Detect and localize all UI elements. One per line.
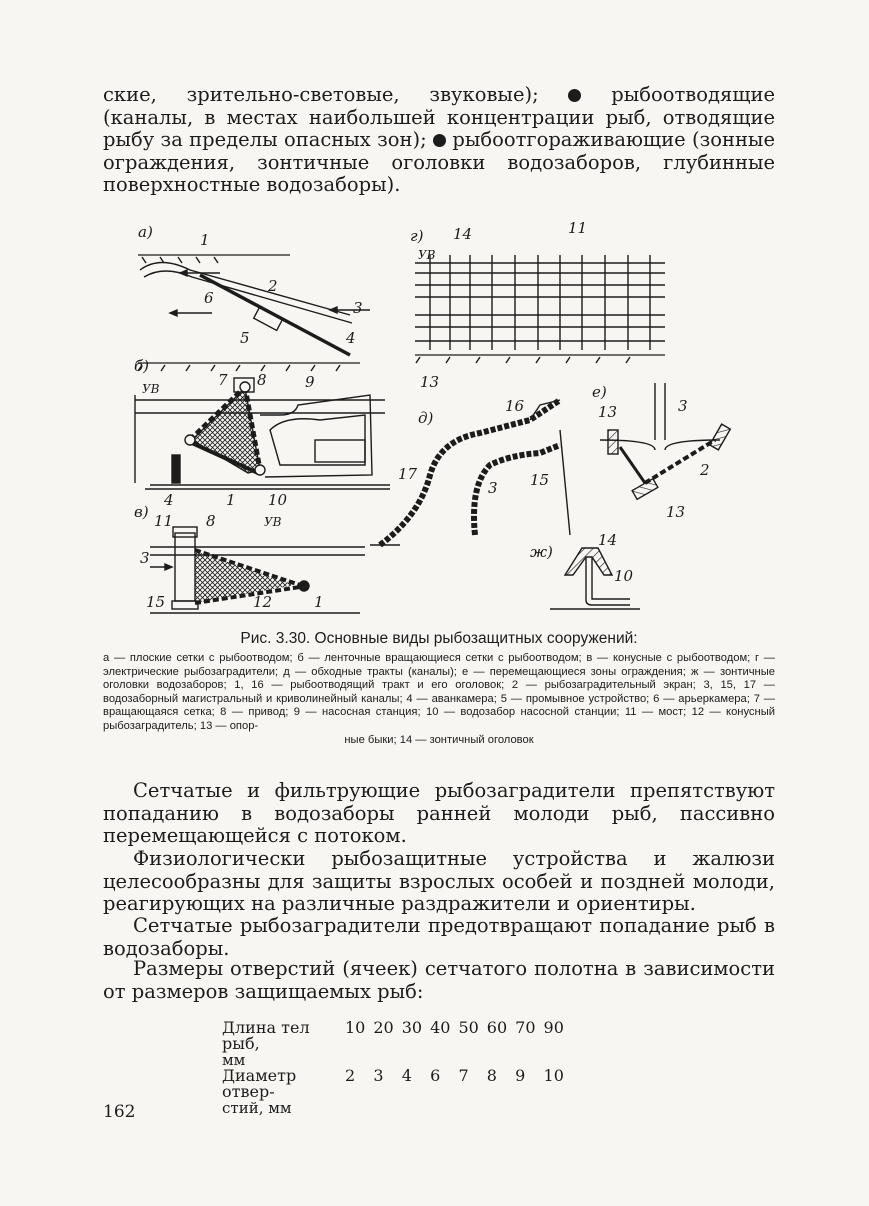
label-3d: 3 [678, 397, 688, 415]
label-1: 1 [200, 231, 210, 249]
label-6: 6 [204, 289, 214, 307]
diagram-a [138, 255, 370, 371]
label-5: 5 [240, 329, 250, 347]
paragraph-physiological: Физиологически рыбозащитные устройства и жалюзи целесообразны для защиты взрослых особей и поздней молоди, реагирующих на различные раздражители и ориентиры. [103, 847, 775, 915]
table-cell: 8 [486, 1066, 497, 1085]
label-13c: 13 [666, 503, 686, 521]
paragraph-mesh-sizes: Размеры отверстий (ячеек) сетчатого полотна в зависимости от размеров защищаемых рыб: [103, 957, 775, 1003]
label-uv-b: УВ [142, 382, 160, 396]
paragraph-intro [103, 84, 775, 197]
table-cell: 3 [373, 1066, 384, 1085]
label-3: 3 [353, 299, 363, 317]
diagram-g [415, 255, 665, 363]
label-v: в) [134, 503, 149, 521]
label-uv-g: УВ [418, 248, 436, 262]
label-b: б) [134, 357, 150, 375]
label-zh: ж) [530, 543, 553, 561]
label-9: 9 [305, 373, 315, 391]
table-cell: 7 [458, 1066, 469, 1085]
row-label-length: Длина тел рыб, мм [222, 1018, 310, 1069]
table-row [218, 1020, 568, 1068]
figure-caption-last-line: ные быки; 14 — зонтичный оголовок [344, 733, 534, 746]
intro-part-1: ские, зрительно-световые, звуковые); [103, 83, 539, 106]
label-4b: 4 [164, 491, 174, 509]
table-cell: 9 [515, 1066, 526, 1085]
label-11b: 11 [568, 219, 588, 237]
label-2b: 2 [700, 461, 710, 479]
row-label-diameter: Диаметр отвер- стий, мм [222, 1066, 297, 1117]
label-10: 10 [268, 491, 288, 509]
figure-caption-text: а — плоские сетки с рыбоотводом; б — ленточные вращающиеся сетки с рыбоотводом; в — конусные с рыбоотводом; г — электрические рыбозаградители; д — обходные тракты (каналы); е — перемещающиеся зоны ограждения; ж — зонтичные оголовки водозаборов; 1, 16 — рыбоотводящий тракт и его оголовок; 2 — рыбозаградительный экран; 3, 15, 17 — водозаборный магистральный и криволинейный каналы; 4 — аванкамера; 5 — промывное устройство; 6 — арьеркамера; 7 — вращающаяся сетка; 8 — привод; 9 — насосная станция; 10 — водозабор насосной станции; 11 — мост; 12 — конусный рыбозаградитель; 13 — опор- [103, 652, 775, 732]
label-8: 8 [257, 371, 267, 389]
table-cell: 2 [345, 1066, 356, 1085]
figure-caption-title: Рис. 3.30. Основные виды рыбозащитных сооружений: [240, 630, 638, 647]
table-cell: 40 [430, 1018, 451, 1037]
label-1c: 1 [314, 593, 324, 611]
table-cell: 60 [486, 1018, 508, 1037]
label-10b: 10 [614, 567, 634, 585]
table-cell: 6 [430, 1066, 441, 1085]
label-14: 14 [453, 225, 473, 243]
paragraph-mesh-prevent: Сетчатые рыбозаградители предотвращают попадание рыб в водозаборы. [103, 914, 775, 960]
table-cell: 30 [401, 1018, 423, 1037]
label-e: е) [592, 383, 607, 401]
label-7: 7 [218, 371, 228, 389]
label-17: 17 [398, 465, 418, 483]
label-uv-v: УВ [264, 515, 282, 529]
mesh-size-table [218, 1020, 568, 1116]
table-row [218, 1068, 568, 1116]
label-a: а) [138, 223, 153, 241]
label-15b: 15 [530, 471, 550, 489]
table-cell: 10 [543, 1066, 564, 1085]
diagram-b [135, 378, 390, 489]
label-13b: 13 [598, 403, 618, 421]
figure-caption-body [103, 652, 775, 747]
label-8b: 8 [206, 512, 216, 530]
table-cell: 10 [345, 1018, 366, 1037]
page-number: 162 [103, 1102, 136, 1122]
label-d: д) [418, 409, 434, 427]
label-13: 13 [420, 373, 440, 391]
intro-part-2: рыбоотводящие (каналы, в местах наибольшей концентрации рыб, отводящие рыбу за пределы опасных зон); [103, 83, 775, 151]
table-cell: 90 [543, 1018, 564, 1037]
table-cell: 4 [401, 1066, 412, 1085]
bullet-icon [568, 89, 581, 102]
diagram-e [600, 383, 730, 499]
table-cell: 70 [515, 1018, 536, 1037]
label-g: г) [410, 227, 424, 245]
table-cell: 50 [458, 1018, 479, 1037]
label-14b: 14 [598, 531, 618, 549]
table-cell: 20 [373, 1018, 394, 1037]
label-3c: 3 [488, 479, 498, 497]
label-12: 12 [253, 593, 273, 611]
label-1b: 1 [226, 491, 236, 509]
label-2: 2 [268, 277, 278, 295]
bullet-icon [433, 134, 446, 147]
intro-part-3: рыбоотгораживающие (зонные ограждения, зонтичные оголовки водозаборов, глубинные поверхностные водозаборы). [103, 128, 775, 196]
paragraph-mesh-barriers: Сетчатые и фильтрующие рыбозаградители препятствуют попаданию в водозаборы ранней молоди рыб, пассивно перемещающейся с потоком. [103, 779, 775, 847]
label-3b: 3 [140, 549, 150, 567]
label-11: 11 [154, 512, 174, 530]
label-4: 4 [346, 329, 356, 347]
label-16: 16 [505, 397, 525, 415]
label-15: 15 [146, 593, 166, 611]
fish-protection-figure [120, 215, 780, 625]
